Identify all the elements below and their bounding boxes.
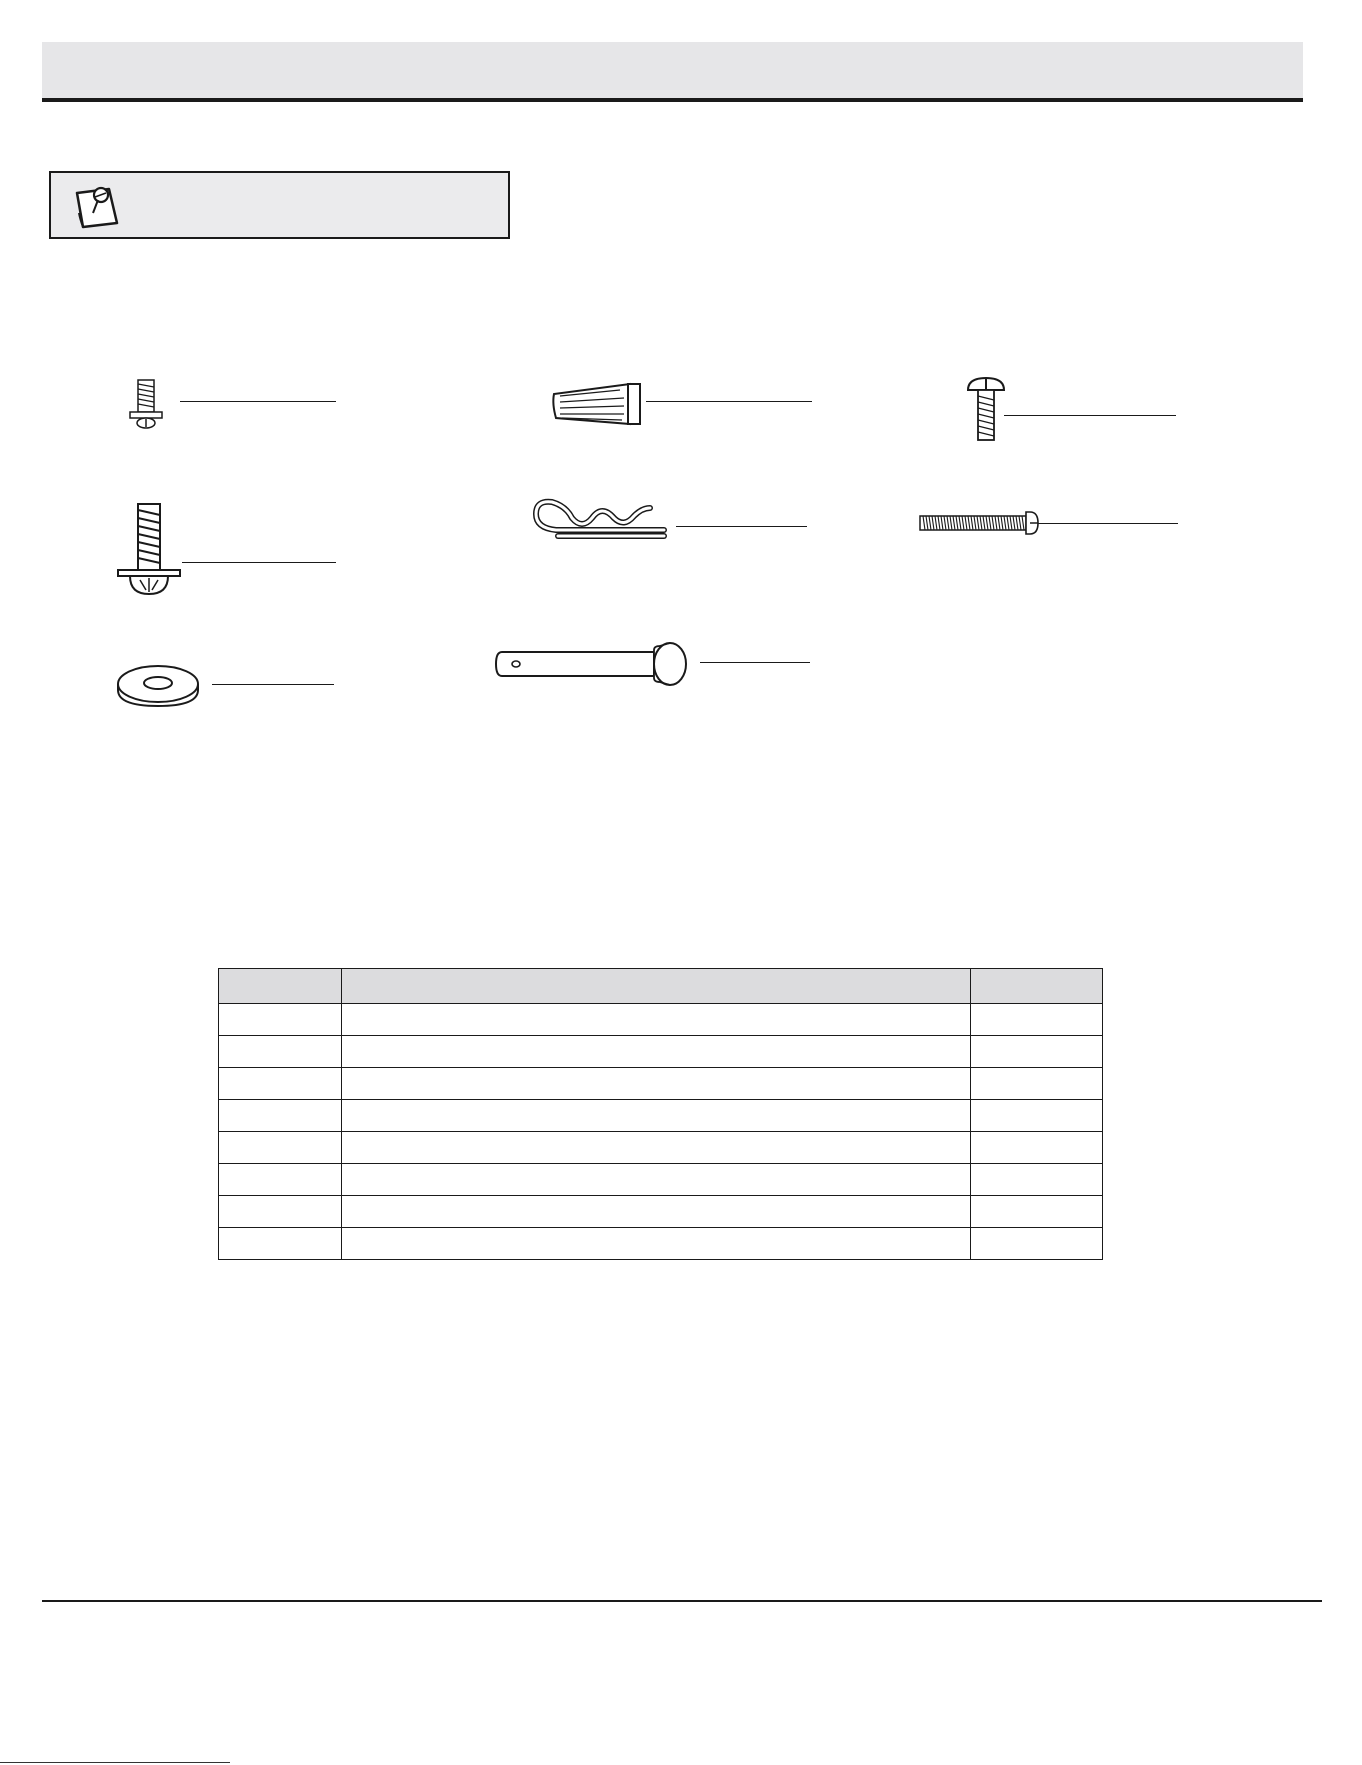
pushpin-note-icon <box>71 183 127 231</box>
wire-connector-icon <box>550 380 645 430</box>
column-header-part <box>219 969 342 1004</box>
leader-line <box>212 684 334 685</box>
cell-quantity <box>971 1132 1103 1164</box>
cell-quantity <box>971 1068 1103 1100</box>
flange-screw-icon <box>116 502 182 606</box>
hairpin-clip-icon <box>532 494 668 546</box>
table-row <box>219 1228 1103 1260</box>
note-box <box>49 171 510 239</box>
cell-description <box>342 1228 971 1260</box>
table-row <box>219 1196 1103 1228</box>
cell-part <box>219 1196 342 1228</box>
slotted-screw-icon <box>962 374 1012 446</box>
cell-description <box>342 1132 971 1164</box>
clevis-pin-icon <box>494 640 690 688</box>
footer-rule <box>42 1600 1322 1602</box>
cell-description <box>342 1100 971 1132</box>
leader-line <box>646 401 812 402</box>
leader-line <box>180 401 336 402</box>
flat-washer-icon <box>116 662 200 710</box>
hardware-long-machine-screw <box>918 508 1038 538</box>
cell-description <box>342 1004 971 1036</box>
cell-quantity <box>971 1228 1103 1260</box>
hardware-wire-connector <box>550 380 645 430</box>
long-screw-icon <box>918 508 1038 538</box>
hardware-flange-screw <box>116 502 182 606</box>
table-row <box>219 1100 1103 1132</box>
cell-description <box>342 1196 971 1228</box>
cell-quantity <box>971 1164 1103 1196</box>
page-bottom-edge <box>0 1762 230 1763</box>
leader-line <box>182 562 336 563</box>
cell-quantity <box>971 1036 1103 1068</box>
cell-part <box>219 1004 342 1036</box>
header-band <box>42 42 1303 102</box>
table-row <box>219 1004 1103 1036</box>
cell-part <box>219 1036 342 1068</box>
pan-head-screw-icon <box>124 378 184 438</box>
table-row <box>219 1036 1103 1068</box>
cell-description <box>342 1068 971 1100</box>
cell-description <box>342 1164 971 1196</box>
cell-part <box>219 1164 342 1196</box>
table-row <box>219 1068 1103 1100</box>
cell-part <box>219 1100 342 1132</box>
table-row <box>219 1132 1103 1164</box>
column-header-quantity <box>971 969 1103 1004</box>
parts-table <box>218 968 1103 1260</box>
leader-line <box>700 662 810 663</box>
column-header-description <box>342 969 971 1004</box>
cell-quantity <box>971 1196 1103 1228</box>
table-header-row <box>219 969 1103 1004</box>
table-row <box>219 1164 1103 1196</box>
hardware-pan-head-screw-short <box>124 378 184 438</box>
cell-part <box>219 1068 342 1100</box>
cell-quantity <box>971 1100 1103 1132</box>
hardware-clevis-pin <box>494 640 690 688</box>
leader-line <box>1038 523 1178 524</box>
leader-line <box>1004 415 1176 416</box>
hardware-flat-washer <box>116 662 200 710</box>
cell-description <box>342 1036 971 1068</box>
cell-part <box>219 1228 342 1260</box>
cell-quantity <box>971 1004 1103 1036</box>
hardware-slotted-machine-screw <box>962 374 1012 446</box>
leader-line <box>676 526 807 527</box>
hardware-hairpin-clip <box>532 494 668 546</box>
cell-part <box>219 1132 342 1164</box>
